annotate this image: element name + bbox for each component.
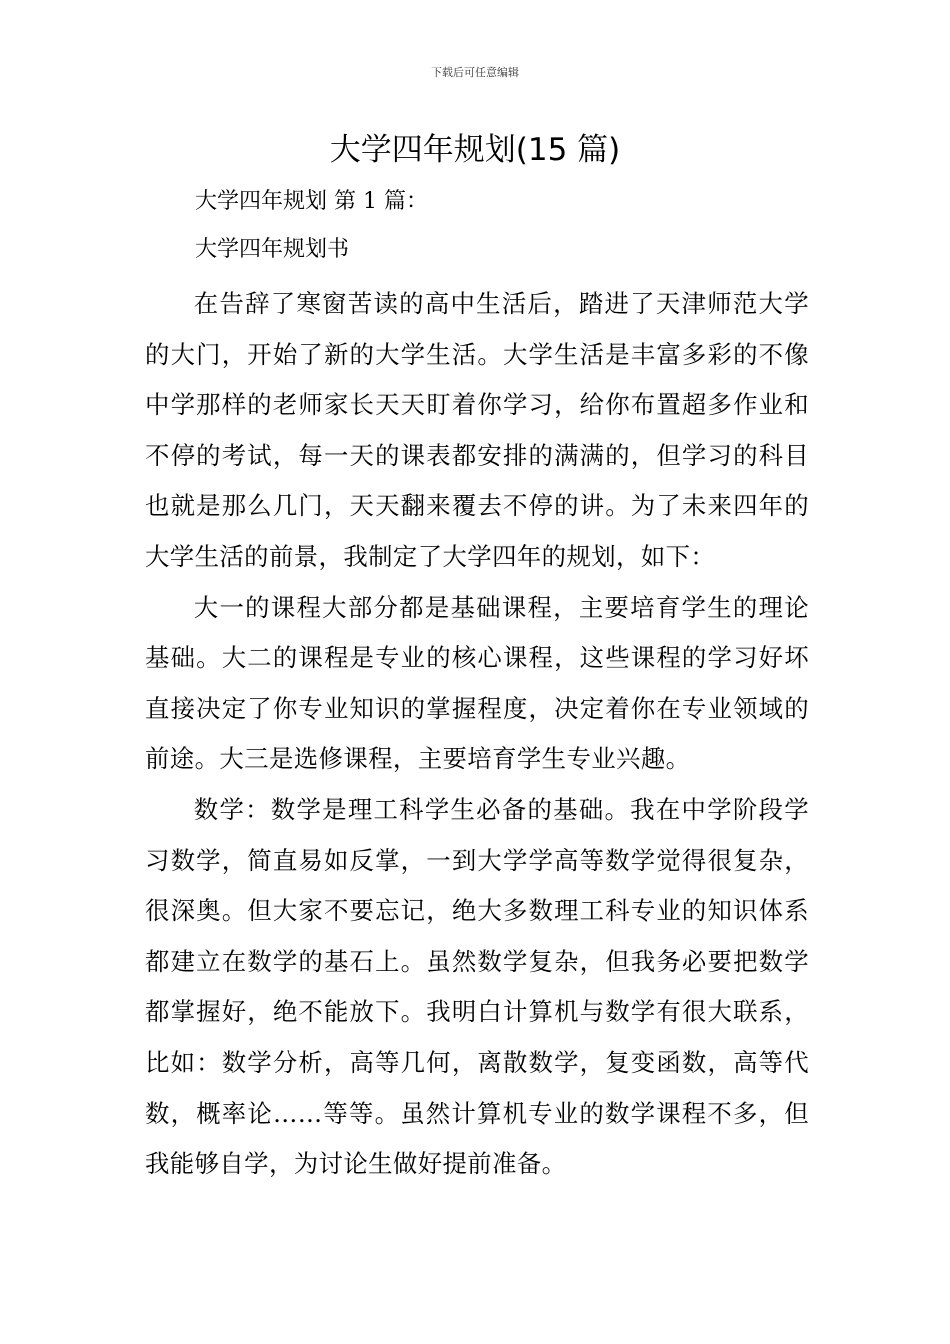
document-title: 大学四年规划(15 篇)	[329, 132, 621, 168]
section-heading: 大学四年规划 第 1 篇：	[195, 189, 428, 214]
body-text	[145, 279, 809, 1190]
paragraph-intro: 在告辞了寒窗苦读的高中生活后，踏进了天津师范大学的大门，开始了新的大学生活。大学生活是丰富多彩的不像中学那样的老师家长天天盯着你学习，给你布置超多作业和不停的考试，每一天的课表都安排的满满的，但学习的科目也就是那么几门，天天翻来覆去不停的讲。为了未来四年的大学生活的前景，我制定了大学四年的规划，如下：	[145, 289, 809, 571]
header-note: 下载后可任意编辑	[431, 66, 519, 79]
section-subheading: 大学四年规划书	[195, 237, 350, 262]
paragraph-math: 数学：数学是理工科学生必备的基础。我在中学阶段学习数学，简直易如反掌，一到大学学高等数学觉得很复杂，很深奥。但大家不要忘记，绝大多数理工科专业的知识体系都建立在数学的基石上。虽然数学复杂，但我务必要把数学都掌握好，绝不能放下。我明白计算机与数学有很大联系，比如：数学分析，高等几何，离散数学，复变函数，高等代数，概率论……等等。虽然计算机专业的数学课程不多，但我能够自学，为讨论生做好提前准备。	[145, 794, 809, 1179]
paragraph-courses: 大一的课程大部分都是基础课程，主要培育学生的理论基础。大二的课程是专业的核心课程，这些课程的学习好坏直接决定了你专业知识的掌握程度，决定着你在专业领域的前途。大三是选修课程，主要培育学生专业兴趣。	[145, 592, 809, 774]
